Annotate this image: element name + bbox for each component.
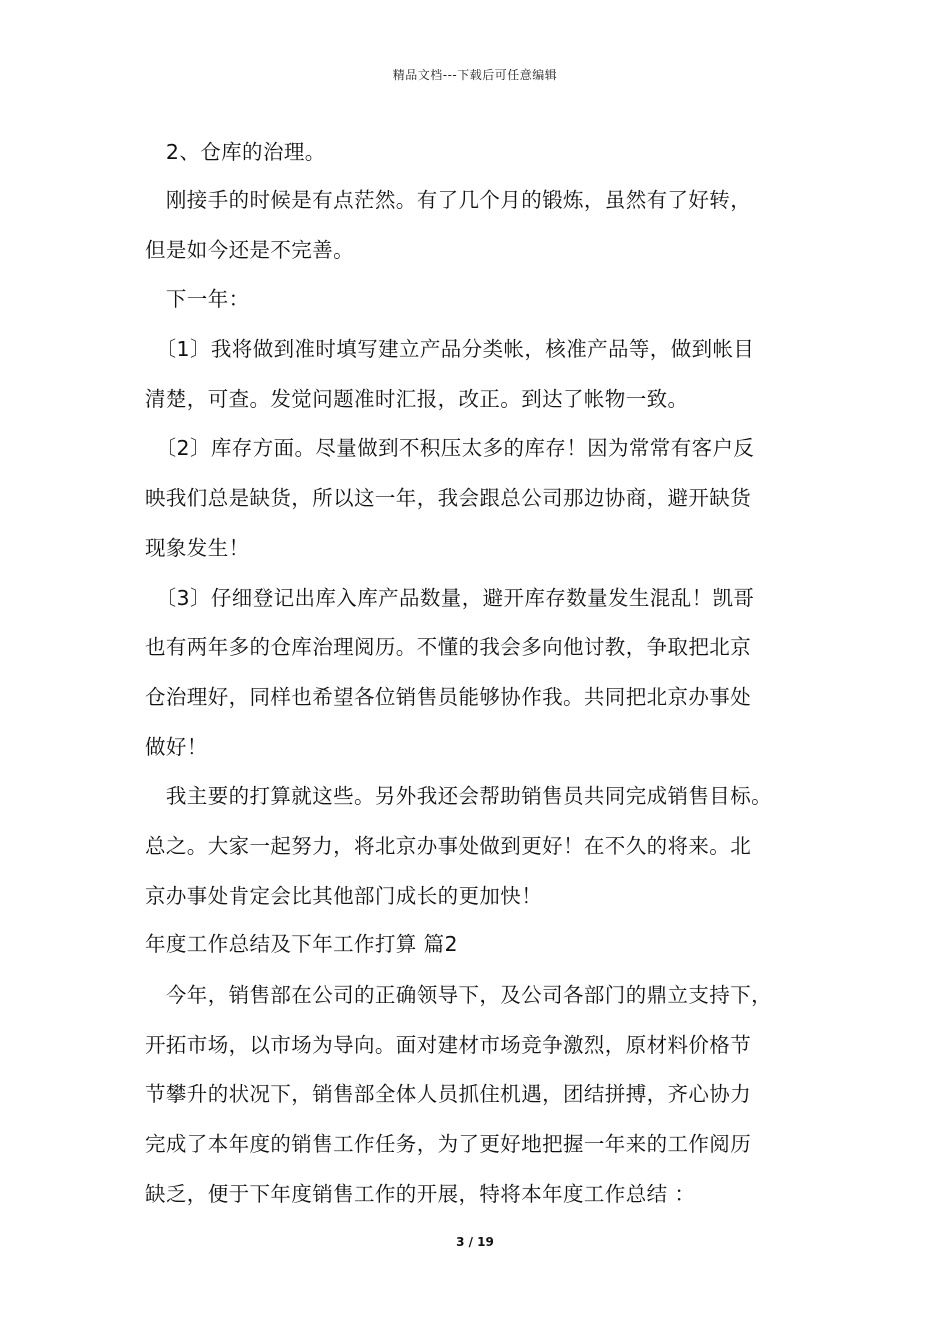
section-heading: 年度工作总结及下年工作打算 篇2 bbox=[145, 932, 458, 956]
text-line: 也有两年多的仓库治理阅历。不懂的我会多向他讨教，争取把北京 bbox=[145, 635, 752, 659]
text-line: 现象发生！ bbox=[145, 536, 250, 560]
text-line: 我主要的打算就这些。另外我还会帮助销售员共同完成销售目标。 bbox=[145, 784, 772, 808]
text-line: 做好！ bbox=[145, 735, 208, 759]
text-line: 京办事处肯定会比其他部门成长的更加快！ bbox=[145, 884, 543, 908]
text-line: 开拓市场，以市场为导向。面对建材市场竞争激烈，原材料价格节 bbox=[145, 1033, 752, 1057]
text-line: 仓治理好，同样也希望各位销售员能够协作我。共同把北京办事处 bbox=[145, 685, 752, 709]
text-line: 〔1〕我将做到准时填写建立产品分类帐，核准产品等，做到帐目 bbox=[145, 337, 755, 361]
page-header: 精品文档---下载后可任意编辑 bbox=[392, 68, 558, 82]
text-line: 〔3〕仔细登记出库入库产品数量，避开库存数量发生混乱！凯哥 bbox=[145, 586, 755, 610]
text-line: 刚接手的时候是有点茫然。有了几个月的锻炼，虽然有了好转， bbox=[145, 188, 752, 212]
text-line: 2、仓库的治理。 bbox=[145, 140, 326, 164]
text-line: 下一年： bbox=[145, 287, 250, 311]
text-line: 映我们总是缺货，所以这一年，我会跟总公司那边协商，避开缺货 bbox=[145, 486, 752, 510]
text-line: 清楚，可查。发觉问题准时汇报，改正。到达了帐物一致。 bbox=[145, 387, 689, 411]
text-line: 〔2〕库存方面。尽量做到不积压太多的库存！因为常常有客户反 bbox=[145, 436, 755, 460]
text-line: 今年，销售部在公司的正确领导下，及公司各部门的鼎立支持下， bbox=[145, 983, 772, 1007]
text-line: 但是如今还是不完善。 bbox=[145, 238, 354, 262]
page-number: 3 / 19 bbox=[456, 1235, 494, 1249]
text-line: 完成了本年度的销售工作任务，为了更好地把握一年来的工作阅历 bbox=[145, 1132, 752, 1156]
text-line: 总之。大家一起努力，将北京办事处做到更好！在不久的将来。北 bbox=[145, 834, 752, 858]
text-line: 缺乏，便于下年度销售工作的开展，特将本年度工作总结 ： bbox=[145, 1182, 696, 1206]
text-line: 节攀升的状况下，销售部全体人员抓住机遇，团结拼搏，齐心协力 bbox=[145, 1082, 752, 1106]
